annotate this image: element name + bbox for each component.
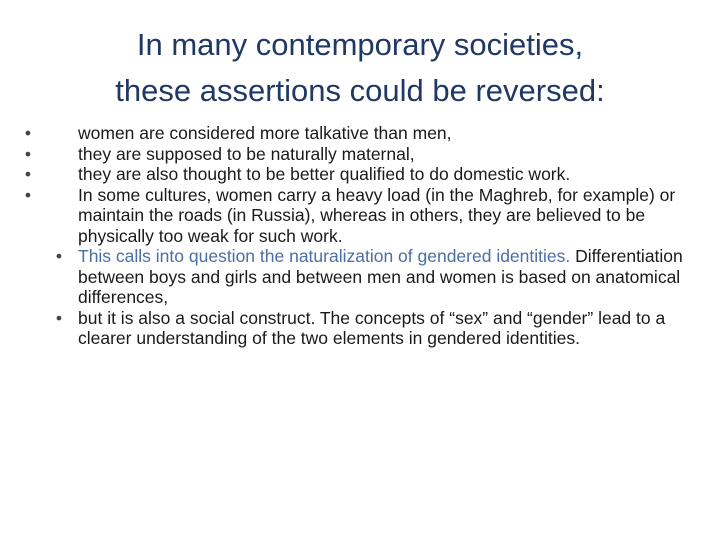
bullet-item bbox=[10, 164, 690, 185]
bullet-text: In some cultures, women carry a heavy load (in the Maghreb, for example) or maintain the roads (in Russia), whereas in others, they are believed to be physically too weak for such work. bbox=[78, 184, 676, 246]
title-line-1: In many contemporary societies, bbox=[136, 27, 584, 62]
bullet-item bbox=[10, 246, 690, 308]
bullet-text-rest: Differentiation between boys and girls and between men and women is based on anatomical differences, bbox=[78, 246, 683, 307]
bullet-text: but it is also a social construct. The concepts of “sex” and “gender” lead to a clearer understanding of the two elements in gendered identities. bbox=[78, 307, 666, 348]
title-line-2: these assertions could be reversed: bbox=[115, 73, 605, 108]
bullet-text: they are supposed to be naturally maternal, bbox=[78, 143, 415, 164]
bullet-dot-icon: • bbox=[55, 307, 63, 328]
bullet-dot-icon: • bbox=[24, 123, 32, 143]
slide-title bbox=[40, 22, 680, 114]
bullet-item bbox=[10, 185, 690, 247]
bullet-item bbox=[10, 308, 690, 349]
bullet-text bbox=[78, 246, 683, 307]
bullet-item bbox=[10, 144, 690, 165]
bullet-item bbox=[10, 123, 690, 144]
bullet-dot-icon: • bbox=[55, 246, 63, 266]
bullet-dot-icon: • bbox=[24, 143, 32, 164]
bullet-text: women are considered more talkative than men, bbox=[78, 123, 452, 143]
bullet-text: they are also thought to be better qualified to do domestic work. bbox=[78, 164, 571, 184]
bullet-dot-icon: • bbox=[24, 184, 32, 205]
bullet-list bbox=[10, 123, 690, 349]
accent-text: This calls into question the naturalization of gendered identities. bbox=[78, 246, 571, 266]
bullet-dot-icon: • bbox=[24, 164, 32, 184]
